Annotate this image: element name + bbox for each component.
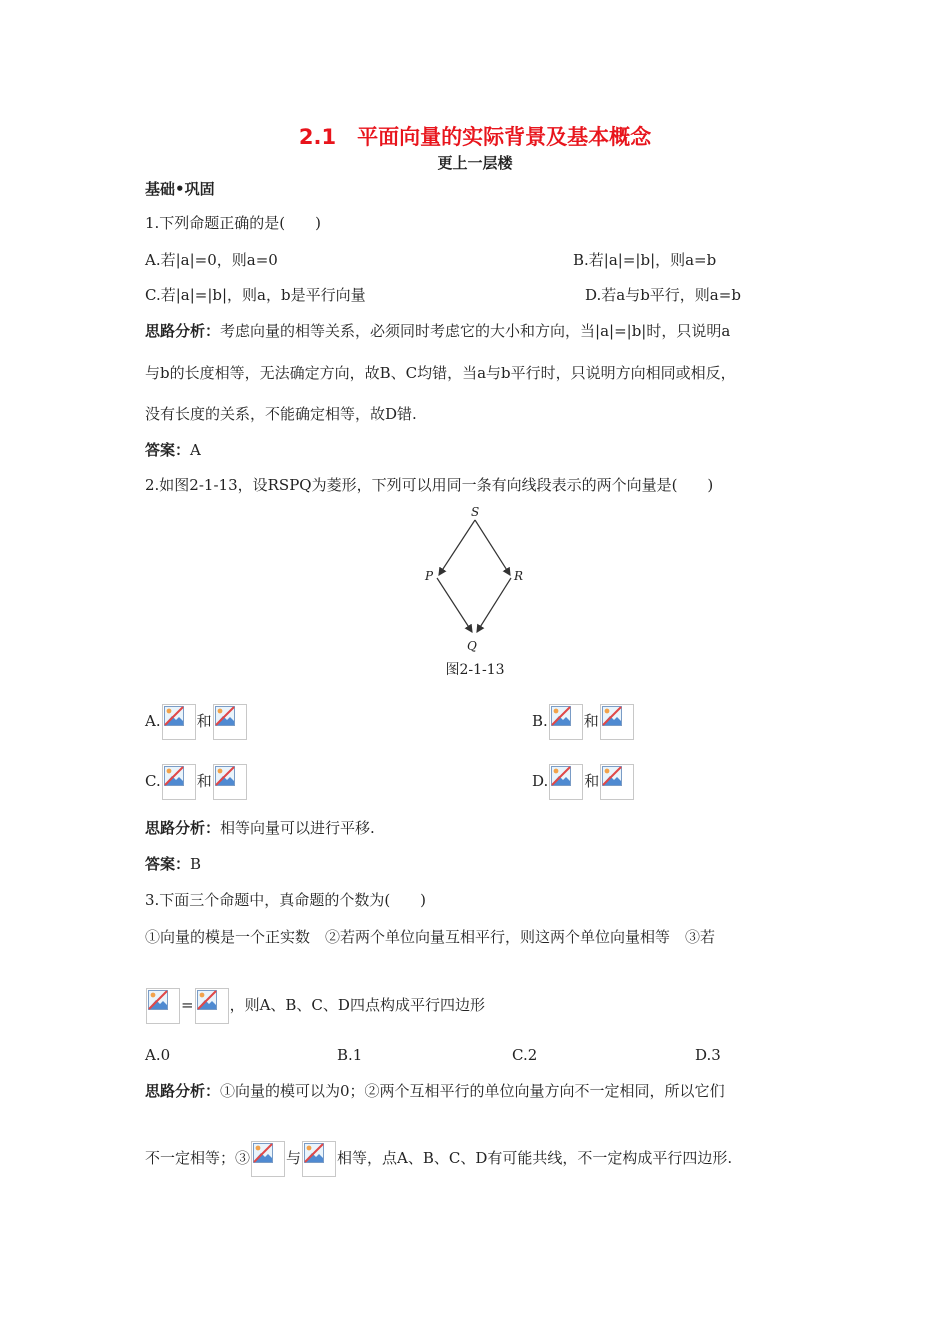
label-s: S <box>471 505 480 519</box>
q3-analysis-text2b: 与 <box>286 1149 302 1167</box>
q3-line1: ①向量的模是一个正实数 ②若两个单位向量互相平行，则这两个单位向量相等 ③若 <box>145 928 716 946</box>
broken-image-icon <box>162 764 196 800</box>
q1-stem: 1.下列命题正确的是( ) <box>145 214 322 232</box>
q2-option-d <box>532 764 635 800</box>
q2-option-a <box>145 704 248 740</box>
q1-answer-value: A <box>190 441 201 459</box>
q3-analysis-text2a: 不一定相等；③ <box>145 1149 251 1167</box>
broken-image-icon <box>146 988 180 1024</box>
q1-option-a: A.若|a|=0，则a=0 <box>145 251 278 269</box>
q2-analysis-label: 思路分析： <box>145 819 221 837</box>
q1-analysis-line2: 与b的长度相等，无法确定方向，故B、C均错，当a与b平行时，只说明方向相同或相反， <box>145 364 736 382</box>
q2-option-c-letter: C. <box>145 772 161 790</box>
broken-image-icon <box>302 1141 336 1177</box>
broken-image-icon <box>195 988 229 1024</box>
q3-analysis-line2 <box>145 1141 732 1177</box>
q2-option-d-and: 和 <box>584 772 600 790</box>
section-heading: 基础•巩固 <box>145 180 215 198</box>
q2-option-a-and: 和 <box>196 712 212 730</box>
edge-s-r <box>475 520 510 575</box>
q3-equals: = <box>181 996 194 1014</box>
q2-answer-value: B <box>190 855 202 873</box>
q1-analysis-text1: 考虑向量的相等关系，必须同时考虑它的大小和方向，当|a|=|b|时，只说明a <box>220 322 731 340</box>
rhombus-figure <box>420 500 530 660</box>
q2-option-a-letter: A. <box>145 712 161 730</box>
page-title: 2.1 平面向量的实际背景及基本概念 <box>298 125 652 149</box>
q2-analysis-text: 相等向量可以进行平移. <box>220 819 375 837</box>
q3-option-b: B.1 <box>337 1046 363 1064</box>
edge-r-q <box>477 578 511 632</box>
label-r: R <box>514 569 524 583</box>
q2-option-b-and: 和 <box>583 712 599 730</box>
broken-image-icon <box>251 1141 285 1177</box>
q3-option-c: C.2 <box>512 1046 538 1064</box>
broken-image-icon <box>549 704 583 740</box>
q1-analysis-line1 <box>145 321 730 341</box>
q2-option-b-letter: B. <box>532 712 548 730</box>
broken-image-icon <box>600 764 634 800</box>
q1-answer <box>145 440 201 460</box>
q1-analysis-label: 思路分析： <box>145 322 221 340</box>
q3-analysis-text2c: 相等，点A、B、C、D有可能共线，不一定构成平行四边形. <box>337 1149 733 1167</box>
q2-answer-label: 答案： <box>145 855 191 873</box>
q3-option-a: A.0 <box>145 1046 171 1064</box>
page-subtitle: 更上一层楼 <box>437 154 513 172</box>
figure-caption: 图2-1-13 <box>445 662 505 678</box>
q1-option-c: C.若|a|=|b|，则a，b是平行向量 <box>145 286 366 304</box>
label-q: Q <box>467 639 477 653</box>
q2-option-c <box>145 764 248 800</box>
q3-option-d: D.3 <box>695 1046 721 1064</box>
q3-analysis-label: 思路分析： <box>145 1082 221 1100</box>
edge-p-q <box>437 578 472 632</box>
broken-image-icon <box>549 764 583 800</box>
q2-option-d-letter: D. <box>532 772 549 790</box>
broken-image-icon <box>162 704 196 740</box>
broken-image-icon <box>213 704 247 740</box>
q1-option-b: B.若|a|=|b|，则a=b <box>573 251 717 269</box>
q3-analysis-text1: ①向量的模可以为0；②两个互相平行的单位向量方向不一定相同，所以它们 <box>220 1082 725 1100</box>
q2-option-c-and: 和 <box>196 772 212 790</box>
q2-analysis <box>145 818 375 838</box>
broken-image-icon <box>213 764 247 800</box>
broken-image-icon <box>600 704 634 740</box>
q2-answer <box>145 854 201 874</box>
q2-stem: 2.如图2-1-13，设RSPQ为菱形，下列可以用同一条有向线段表示的两个向量是( ) <box>145 476 714 494</box>
q3-line2 <box>145 988 485 1024</box>
q3-analysis-line1 <box>145 1081 725 1101</box>
label-p: P <box>425 569 434 583</box>
q3-line2-text: ，则A、B、C、D四点构成平行四边形 <box>229 996 485 1014</box>
q1-answer-label: 答案： <box>145 441 191 459</box>
q1-analysis-line3: 没有长度的关系，不能确定相等，故D错. <box>145 405 417 423</box>
edge-s-p <box>439 520 475 575</box>
q2-option-b <box>532 704 635 740</box>
q3-stem: 3.下面三个命题中，真命题的个数为( ) <box>145 891 427 909</box>
q1-option-d: D.若a与b平行，则a=b <box>585 286 741 304</box>
